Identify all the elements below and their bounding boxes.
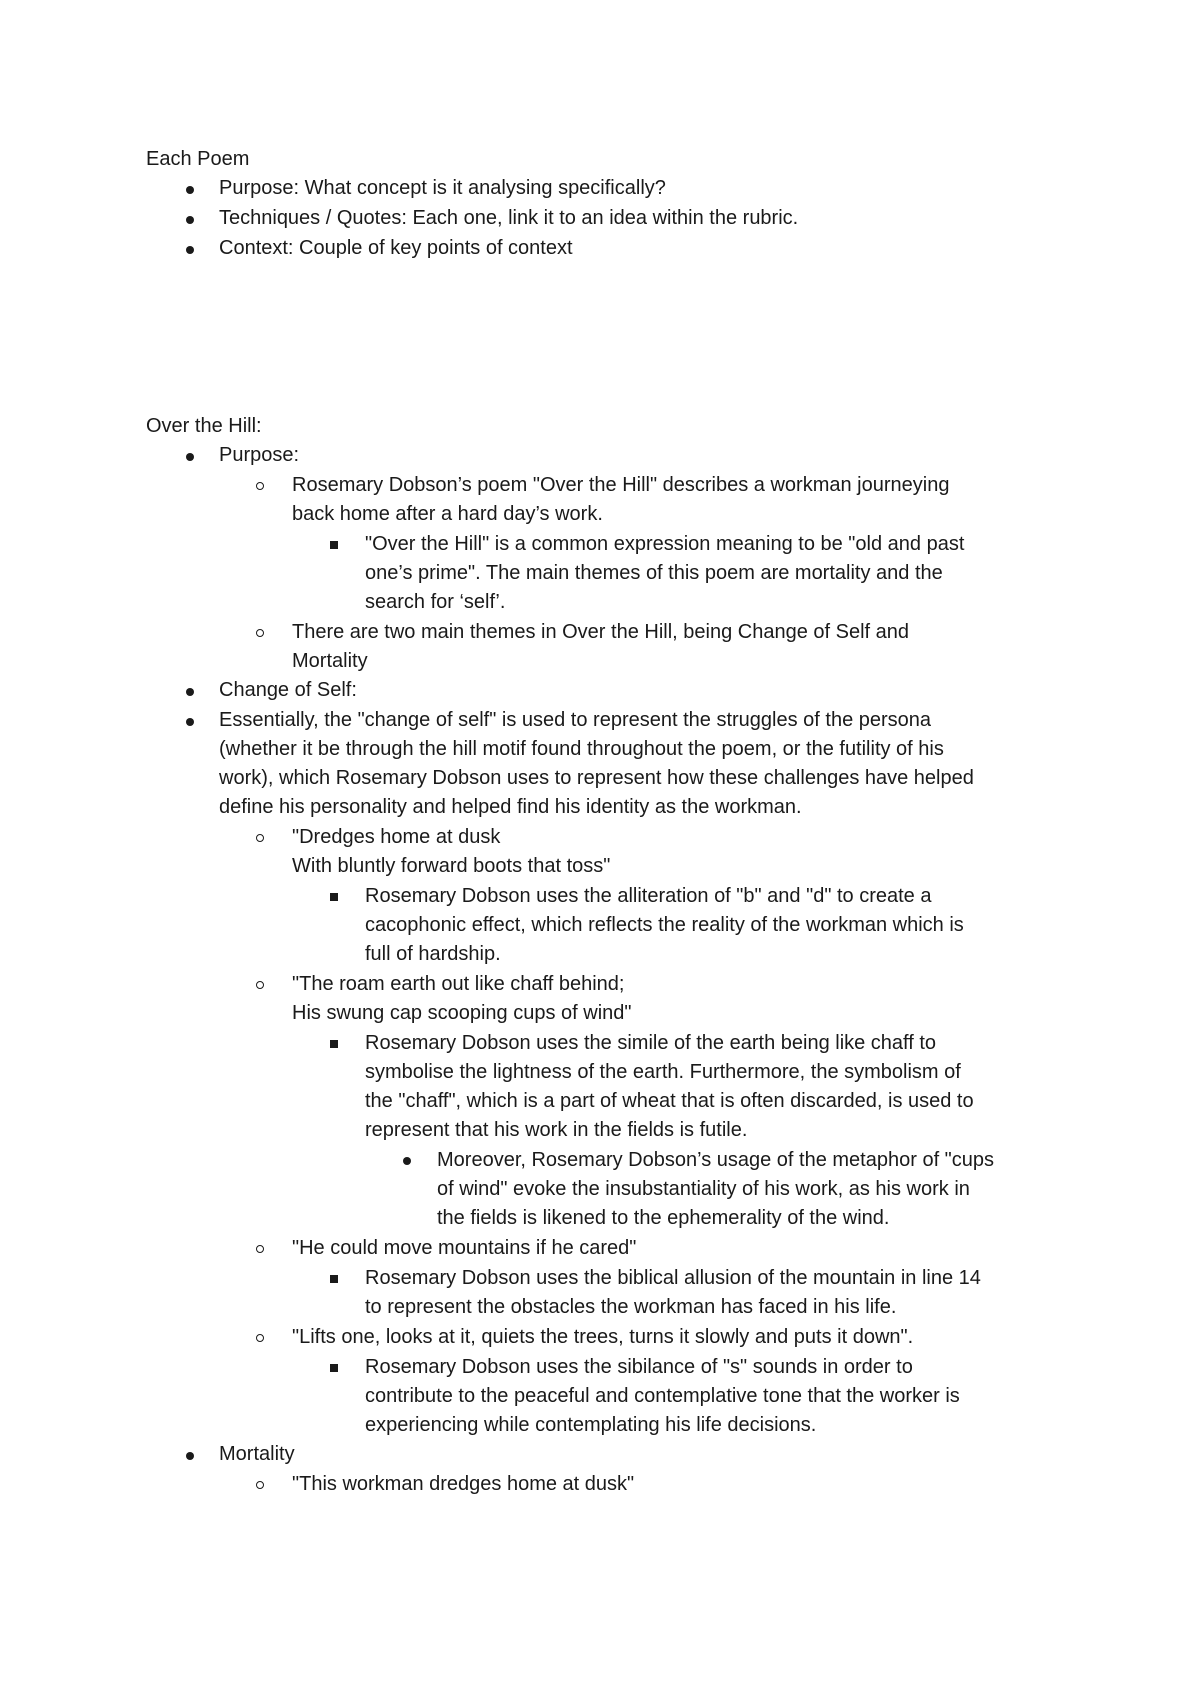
list-item-line: the fields is likened to the ephemerality of the wind. [437,1207,890,1229]
list-item-line: Rosemary Dobson’s poem "Over the Hill" describes a workman journeying [292,474,950,496]
list-item-line: one’s prime". The main themes of this poem are mortality and the [365,562,943,584]
section-heading-over-the-hill: Over the Hill: [146,415,262,437]
list-item-line: search for ‘self’. [365,591,506,613]
bullet-icon [186,216,194,224]
list-item-line: cacophonic effect, which reflects the reality of the workman which is [365,914,964,936]
bullet-icon [186,688,194,696]
list-item-change-of-self: Change of Self: [219,679,357,701]
list-item-line: Mortality [292,650,368,672]
square-bullet-icon [330,893,338,901]
circle-bullet-icon [256,1481,264,1489]
square-bullet-icon [330,1364,338,1372]
circle-bullet-icon [256,1245,264,1253]
bullet-icon [186,186,194,194]
bullet-icon [186,1452,194,1460]
list-item-mortality: Mortality [219,1443,295,1465]
square-bullet-icon [330,1275,338,1283]
list-item-line: Rosemary Dobson uses the sibilance of "s" sounds in order to [365,1356,913,1378]
list-item-line: work), which Rosemary Dobson uses to represent how these challenges have helped [219,767,974,789]
list-item-line: Moreover, Rosemary Dobson’s usage of the metaphor of "cups [437,1149,995,1171]
bullet-icon [186,453,194,461]
quote-line: "The roam earth out like chaff behind; [292,973,625,995]
list-item: Context: Couple of key points of context [219,237,573,259]
list-item-line: experiencing while contemplating his life decisions. [365,1414,817,1436]
list-item-line: Essentially, the "change of self" is used to represent the struggles of the persona [219,709,932,731]
bullet-icon [403,1157,411,1165]
square-bullet-icon [330,541,338,549]
list-item-line: contribute to the peaceful and contemplative tone that the worker is [365,1385,960,1407]
quote-line: "This workman dredges home at dusk" [292,1473,635,1495]
list-item-purpose: Purpose: [219,444,300,466]
bullet-icon [186,718,194,726]
quote-line: "Dredges home at dusk [292,826,501,848]
section-heading-each-poem: Each Poem [146,148,250,170]
list-item-line: of wind" evoke the insubstantiality of his work, as his work in [437,1178,970,1200]
quote-line: His swung cap scooping cups of wind" [292,1002,632,1024]
list-item: Purpose: What concept is it analysing specifically? [219,177,666,199]
list-item-line: "Over the Hill" is a common expression meaning to be "old and past [365,533,965,555]
list-item-line: (whether it be through the hill motif found throughout the poem, or the futility of his [219,738,944,760]
list-item-line: Rosemary Dobson uses the biblical allusion of the mountain in line 14 [365,1267,981,1289]
circle-bullet-icon [256,981,264,989]
list-item-line: the "chaff", which is a part of wheat that is often discarded, is used to [365,1090,974,1112]
list-item-line: symbolise the lightness of the earth. Furthermore, the symbolism of [365,1061,961,1083]
circle-bullet-icon [256,1334,264,1342]
bullet-icon [186,246,194,254]
list-item-line: Rosemary Dobson uses the alliteration of "b" and "d" to create a [365,885,932,907]
circle-bullet-icon [256,629,264,637]
list-item-line: Rosemary Dobson uses the simile of the earth being like chaff to [365,1032,937,1054]
quote-line: "Lifts one, looks at it, quiets the trees, turns it slowly and puts it down". [292,1326,914,1348]
square-bullet-icon [330,1040,338,1048]
list-item-line: to represent the obstacles the workman has faced in his life. [365,1296,897,1318]
list-item-line: back home after a hard day’s work. [292,503,603,525]
list-item: Techniques / Quotes: Each one, link it to an idea within the rubric. [219,207,799,229]
circle-bullet-icon [256,834,264,842]
list-item-line: There are two main themes in Over the Hill, being Change of Self and [292,621,909,643]
list-item-line: full of hardship. [365,943,501,965]
quote-line: "He could move mountains if he cared" [292,1237,637,1259]
circle-bullet-icon [256,482,264,490]
list-item-line: represent that his work in the fields is futile. [365,1119,748,1141]
list-item-line: define his personality and helped find his identity as the workman. [219,796,802,818]
quote-line: With bluntly forward boots that toss" [292,855,611,877]
